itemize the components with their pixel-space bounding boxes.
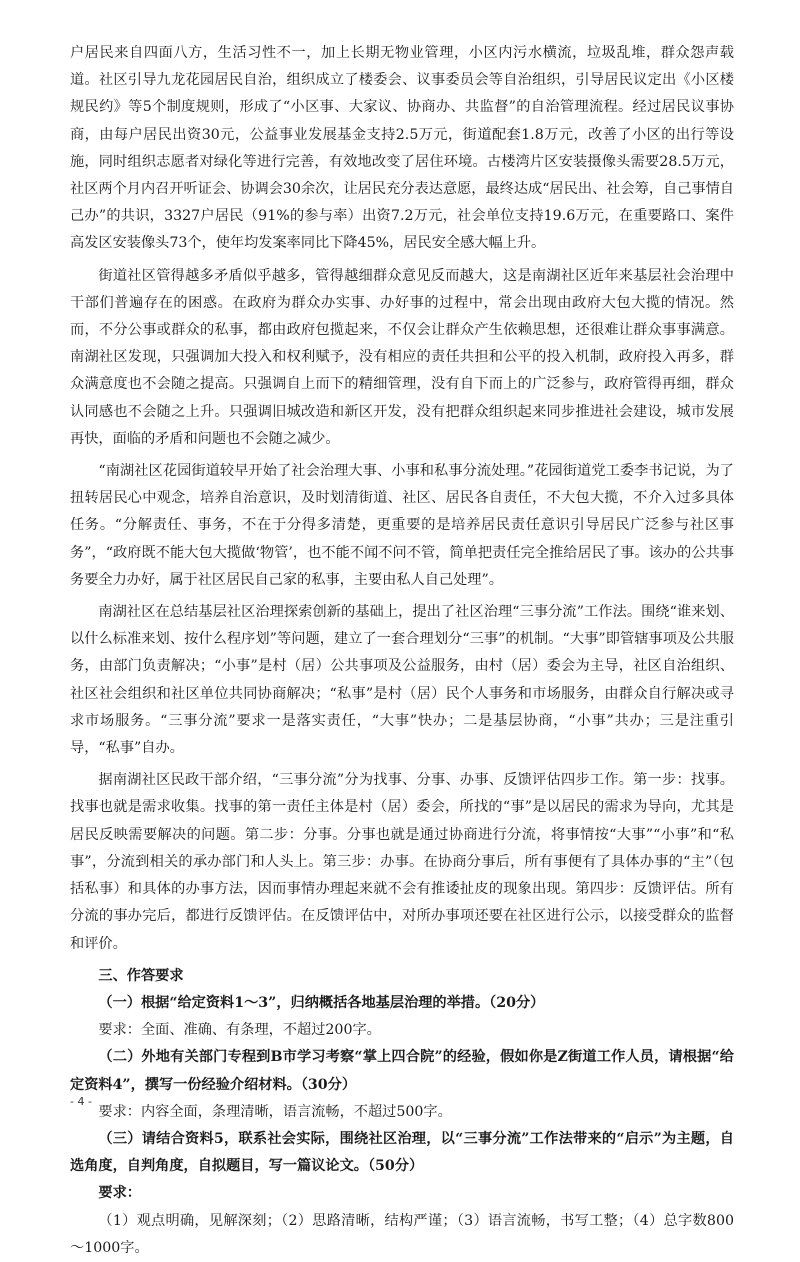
paragraph-5: 据南湖社区民政干部介绍，“三事分流”分为找事、分事、办事、反馈评估四步工作。第一步：找事。找事也就是需求收集。找事的第一责任主体是村（居）委会，所找的“事”是以居民的需求为导向，尤其是居民反映需要解决的问题。第二步：分事。分事也就是通过协商进行分流，将事情按“大事”“小事”和“私事”，分流到相关的承办部门和人头上。第三步：办事。在协商分事后，所有事便有了具体办事的“主”（包括私事）和具体的办事方法，因而事情办理起来就不会有推诿扯皮的现象出现。第四步：反馈评估。所有分流的事办完后，都进行反馈评估。在反馈评估中，对所办事项还要在社区进行公示，以接受群众的监督和评价。 (70, 772, 734, 952)
document-page (70, 40, 734, 1262)
paragraph-1: 户居民来自四面八方，生活习性不一，加上长期无物业管理，小区内污水横流，垃圾乱堆，群众怨声载道。社区引导九龙花园居民自治，组织成立了楼委会、议事委员会等自治组织，引导居民议定出《小区楼规民约》等5个制度规则，形成了“小区事、大家议、协商办、共监督”的自治管理流程。经过居民议事协商，由每户居民出资30元，公益事业发展基金支持2.5万元，街道配套1.8万元，改善了小区的出行等设施，同时组织志愿者对绿化等进行完善，有效地改变了居住环境。古楼湾片区安装摄像头需要28.5万元，社区两个月内召开听证会、协调会30余次，让居民充分表达意愿，最终达成“居民出、社会筹，自己事情自己办”的共识，3327户居民（91%的参与率）出资7.2万元，社会单位支持19.6万元，在重要路口、案件高发区安装像头73个，使年均发案率同比下降45%，居民安全感大幅上升。 (70, 45, 734, 252)
question-2-requirement: 要求：内容全面，条理清晰，语言流畅，不超过500字。 (98, 1103, 452, 1120)
section-title: 三、作答要求 (98, 967, 184, 984)
question-1-requirement: 要求：全面、准确、有条理，不超过200字。 (98, 1022, 381, 1039)
question-1: （一）根据“给定资料1～3”，归纳概括各地基层治理的举措。（20分） (98, 994, 545, 1011)
question-3-requirement: （1）观点明确，见解深刻；（2）思路清晰，结构严谨；（3）语言流畅，书写工整；（4）总字数800～1000字。 (70, 1212, 734, 1256)
question-3: （三）请结合资料5，联系社会实际，围绕社区治理，以“三事分流”工作法带来的“启示”为主题，自选角度，自判角度，自拟题目，写一篇议论文。（50分） (70, 1130, 734, 1175)
paragraph-4: 南湖社区在总结基层社区治理探索创新的基础上，提出了社区治理“三事分流”工作法。围绕“谁来划、以什么标准来划、按什么程序划”等问题，建立了一套合理划分“三事”的机制。“大事”即管辖事项及公共服务，由部门负责解决；“小事”是村（居）公共事项及公益服务，由村（居）委会为主导，社区自治组织、社区社会组织和社区单位共同协商解决；“私事”是村（居）民个人事务和市场服务，由群众自行解决或寻求市场服务。“三事分流”要求一是落实责任，“大事”快办；二是基层协商，“小事”共办；三是注重引导，“私事”自办。 (70, 604, 734, 757)
paragraph-3: “南湖社区花园街道较早开始了社会治理大事、小事和私事分流处理。”花园街道党工委李书记说，为了扭转居民心中观念，培养自治意识，及时划清街道、社区、居民各自责任，不大包大揽，不介入过多具体任务。“分解责任、事务，不在于分得多清楚，更重要的是培养居民责任意识引导居民广泛参与社区事务”，“政府既不能大包大揽做‘物管’，也不能不闻不问不管，简单把责任完全推给居民了事。该办的公共事务要全力办好，属于社区居民自己家的私事，主要由私人自己处理”。 (70, 463, 734, 588)
paragraph-2: 街道社区管得越多矛盾似乎越多，管得越细群众意见反而越大，这是南湖社区近年来基层社会治理中干部们普遍存在的困惑。在政府为群众办实事、办好事的过程中，常会出现由政府大包大揽的情况。然而，不分公事或群众的私事，都由政府包揽起来，不仅会让群众产生依赖思想，还很难让群众事事满意。南湖社区发现，只强调加大投入和权利赋予，没有相应的责任共担和公平的投入机制，政府投入再多，群众满意度也不会随之提高。只强调自上而下的精细管理，没有自下而上的广泛参与，政府管得再细，群众认同感也不会随之上升。只强调旧城改造和新区开发，没有把群众组织起来同步推进社会建设，城市发展再快，面临的矛盾和问题也不会随之减少。 (70, 267, 734, 447)
question-3-requirement-label: 要求： (98, 1185, 141, 1202)
question-2: （二）外地有关部门专程到B市学习考察“掌上四合院”的经验，假如你是Z街道工作人员，请根据“给定资料4”，撰写一份经验介绍材料。（30分） (70, 1049, 734, 1093)
page-number: - 4 - (70, 1095, 92, 1108)
